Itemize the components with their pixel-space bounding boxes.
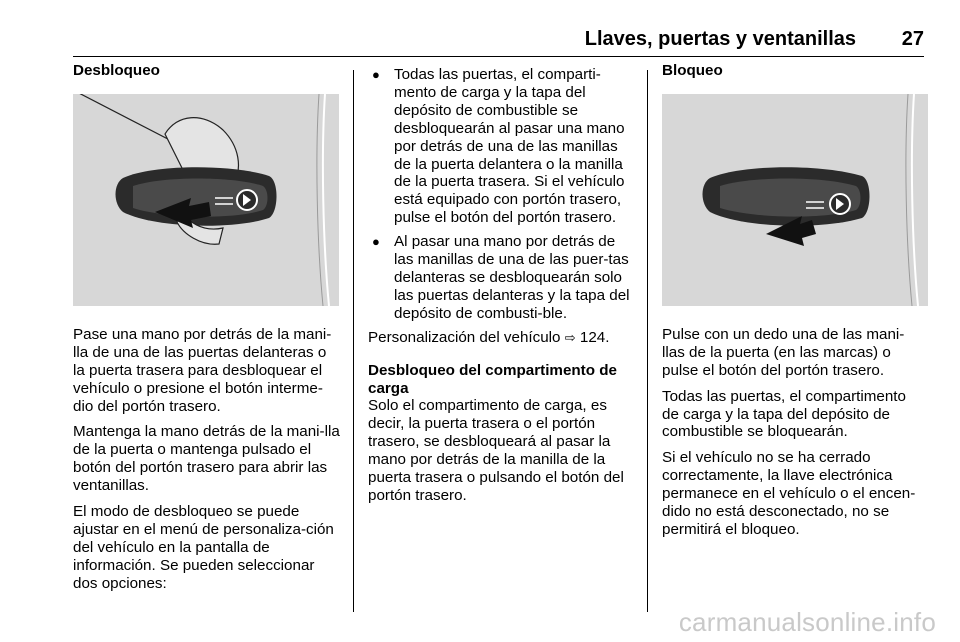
list-item: ● Todas las puertas, el comparti-mento de carga y la tapa del depósito de combustible se desbloquearán al pasar una mano por detrás de una de las manillas de la puerta delantera o la manilla de la puerta trasera. Si el vehículo está equipado con portón trasero, pulse el botón del portón trasero.: [372, 66, 625, 227]
figure-lock-handle: [662, 94, 928, 306]
figure-unlock-handle: [73, 94, 339, 306]
cross-reference: Personalización del vehículo ⇨ 124.: [368, 328, 610, 346]
watermark: carmanualsonline.info: [678, 607, 936, 637]
header-rule: [73, 56, 924, 57]
page-reference-arrow-icon: ⇨: [564, 330, 576, 346]
bullet-icon: ●: [372, 67, 380, 82]
column-divider: [647, 70, 648, 612]
paragraph: Pulse con un dedo una de las mani-llas de la puerta (en las marcas) o pulse el botón del portón trasero.: [662, 325, 905, 379]
paragraph: Mantenga la mano detrás de la mani-lla de la puerta o mantenga pulsado el botón del portón trasero para abrir las ventanillas.: [73, 423, 340, 495]
door-handle-hand-illustration: [73, 94, 339, 306]
paragraph: Todas las puertas, el compartimento de carga y la tapa del depósito de combustible se bloquearán.: [662, 387, 906, 441]
heading-unlocking: Desbloqueo: [73, 62, 160, 79]
list-item: ● Al pasar una mano por detrás de las manillas de una de las puer-tas delanteras se desbloquearán solo las puertas delanteras y la tapa del depósito de combusti-ble.: [372, 233, 630, 322]
bullet-icon: ●: [372, 234, 380, 250]
paragraph: Pase una mano por detrás de la mani-lla de una de las puertas delanteras o la puerta trasera para desbloquear el vehículo o presione el botón interme-dio del portón trasero.: [73, 325, 332, 415]
section-title: Llaves, puertas y ventanillas: [584, 28, 856, 50]
column-right: [662, 62, 926, 547]
paragraph: Solo el compartimento de carga, es decir, la puerta trasera o el portón trasero, se desbloqueará al pasar la mano por detrás de la manilla de la puerta trasera o pulsando el botón del portón trasero.: [368, 397, 624, 504]
column-divider: [353, 70, 354, 612]
heading-cargo-unlock: Desbloqueo del compartimento de carga: [368, 361, 617, 397]
paragraph: El modo de desbloqueo se puede ajustar en el menú de personaliza-ción del vehículo en la pantalla de información. Se pueden seleccionar dos opciones:: [73, 503, 334, 592]
door-handle-lock-illustration: [662, 94, 928, 306]
column-left: [73, 62, 341, 601]
column-middle: [368, 66, 636, 513]
page-number: 27: [901, 28, 924, 50]
unlock-options-list: [368, 66, 636, 323]
paragraph: Si el vehículo no se ha cerrado correctamente, la llave electrónica permanece en el vehículo o el encen-dido no está desconectado, no se permitirá el bloqueo.: [662, 449, 916, 538]
heading-locking: Bloqueo: [662, 62, 723, 79]
